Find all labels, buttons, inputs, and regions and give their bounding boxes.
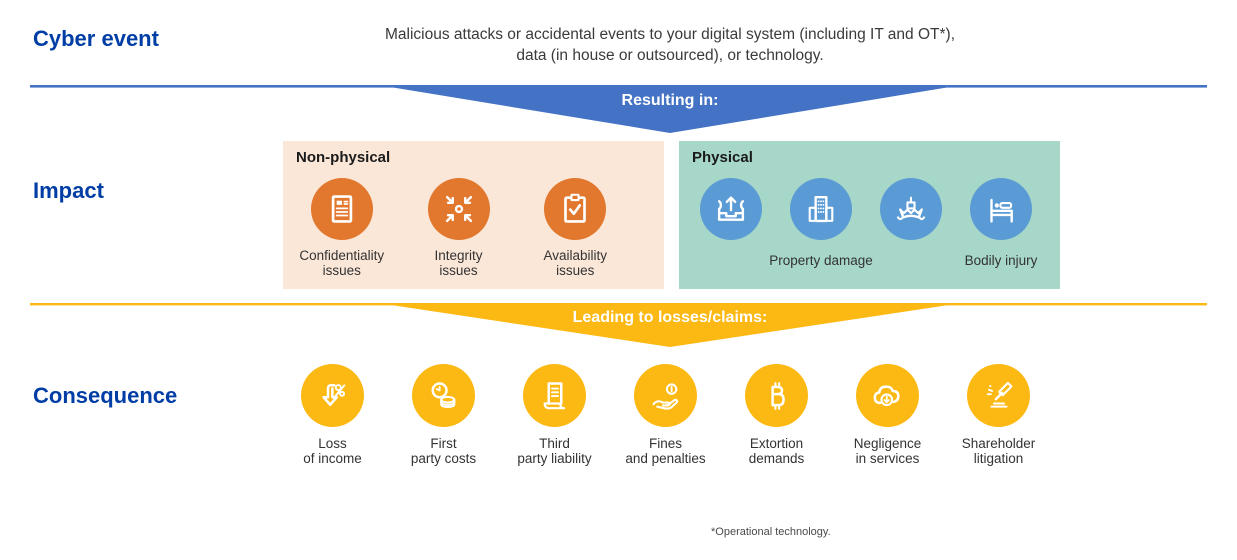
list-item (610, 364, 721, 466)
list-item (832, 364, 943, 466)
consequence-item-label: Fines and penalties (625, 436, 706, 466)
physical-label-property-damage: Property damage (769, 253, 873, 268)
physical-box-title: Physical (692, 149, 753, 166)
non-physical-items (283, 178, 634, 278)
list-item (277, 364, 388, 466)
first-party-costs-icon (412, 364, 475, 427)
availability-clipboard-check-icon (544, 178, 606, 240)
list-item (517, 178, 633, 278)
bed-icon (970, 178, 1032, 240)
list-item (721, 364, 832, 466)
building-icon (790, 178, 852, 240)
list-item (943, 364, 1054, 466)
consequence-item-label: Extortion demands (748, 436, 805, 466)
impact-item-label: Confidentiality issues (299, 248, 385, 278)
non-physical-box (283, 141, 664, 289)
cyber-event-description-line2: data (in house or outsourced), or technology. (516, 47, 824, 64)
consequence-item-label: Shareholder litigation (961, 436, 1036, 466)
resulting-banner-label: Resulting in: (621, 92, 719, 109)
list-item (284, 178, 400, 278)
footnote: *Operational technology. (711, 526, 831, 538)
integrity-converge-arrows-icon (428, 178, 490, 240)
ship-icon (880, 178, 942, 240)
impact-title: Impact (33, 178, 104, 203)
confidentiality-document-icon (311, 178, 373, 240)
shareholder-gavel-icon (967, 364, 1030, 427)
leading-banner-label: Leading to losses/claims: (572, 309, 768, 326)
tray-up-arrow-icon (700, 178, 762, 240)
extortion-bitcoin-icon (745, 364, 808, 427)
list-item (499, 364, 610, 466)
fines-penalties-icon (634, 364, 697, 427)
impact-item-label: Availability issues (543, 248, 608, 278)
physical-items (700, 178, 1032, 240)
third-party-liability-icon (523, 364, 586, 427)
physical-label-bodily-injury: Bodily injury (964, 253, 1038, 268)
consequence-items (277, 364, 1054, 466)
consequence-item-label: Loss of income (303, 436, 362, 466)
non-physical-box-title: Non-physical (296, 149, 391, 166)
consequence-item-label: First party costs (410, 436, 477, 466)
consequence-item-label: Negligence in services (853, 436, 922, 466)
consequence-item-label: Third party liability (517, 436, 592, 466)
negligence-cloud-icon (856, 364, 919, 427)
loss-of-income-icon (301, 364, 364, 427)
physical-box (679, 141, 1060, 289)
consequence-title: Consequence (33, 383, 178, 408)
cyber-event-description (270, 24, 1070, 66)
cyber-event-description-line1: Malicious attacks or accidental events to your digital system (including IT and OT*), (384, 26, 956, 43)
impact-item-label: Integrity issues (434, 248, 483, 278)
cyber-event-title: Cyber event (33, 26, 159, 51)
list-item (401, 178, 517, 278)
list-item (388, 364, 499, 466)
